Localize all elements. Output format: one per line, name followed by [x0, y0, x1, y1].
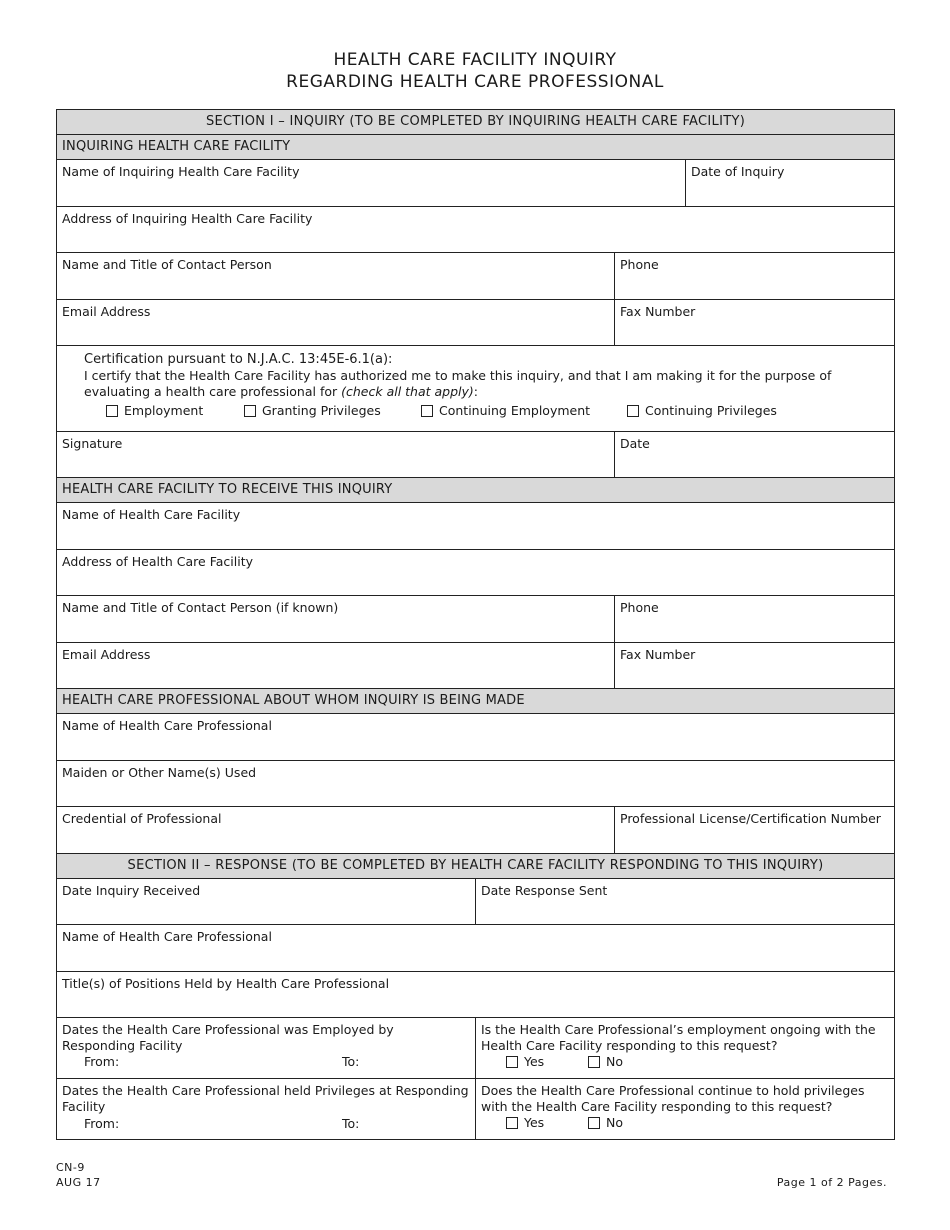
maiden-name-row — [57, 761, 894, 807]
receiving-email-field[interactable] — [57, 643, 614, 688]
field-label: Email Address — [62, 304, 151, 319]
professional-name-row — [57, 714, 894, 761]
checkbox-square[interactable] — [106, 405, 118, 417]
continuing-employment-checkbox[interactable] — [421, 403, 590, 419]
field-label: Does the Health Care Professional continue to hold privileges with the Health Care Facility responding to this request? — [481, 1083, 865, 1114]
field-label: Is the Health Care Professional’s employment ongoing with the Health Care Facility responding to this request? — [481, 1022, 876, 1053]
professional-header: HEALTH CARE PROFESSIONAL ABOUT WHOM INQUIRY IS BEING MADE — [57, 689, 894, 714]
checkbox-label: Continuing Employment — [439, 403, 591, 418]
response-professional-name-field[interactable] — [57, 925, 894, 971]
date-inquiry-received-field[interactable] — [57, 879, 475, 924]
checkbox-square[interactable] — [627, 405, 639, 417]
signature-row — [57, 432, 894, 478]
field-label: Name of Health Care Professional — [62, 929, 272, 944]
date-response-sent-field[interactable] — [475, 879, 894, 924]
privileges-no-checkbox[interactable] — [588, 1115, 623, 1131]
field-label: Fax Number — [620, 647, 696, 662]
field-label: Name of Inquiring Health Care Facility — [62, 164, 300, 179]
field-label: Phone — [620, 257, 659, 272]
checkbox-square[interactable] — [506, 1117, 518, 1129]
field-label: Signature — [62, 436, 123, 451]
employment-ongoing-field — [475, 1018, 894, 1078]
checkbox-label: Yes — [524, 1054, 545, 1069]
inquiry-form — [56, 109, 895, 1140]
field-label: Maiden or Other Name(s) Used — [62, 765, 257, 780]
granting-privileges-checkbox[interactable] — [244, 403, 381, 419]
field-label: Name and Title of Contact Person — [62, 257, 272, 272]
checkbox-label: No — [606, 1115, 623, 1130]
signature-field[interactable] — [57, 432, 614, 477]
receiving-fax-field[interactable] — [614, 643, 894, 688]
receiving-email-row — [57, 643, 894, 689]
certification-colon: : — [473, 384, 479, 399]
email-field[interactable] — [57, 300, 614, 345]
field-label: Name of Health Care Professional — [62, 718, 272, 733]
contact-person-row — [57, 253, 894, 300]
inquiring-facility-name-row — [57, 160, 894, 207]
checkbox-square[interactable] — [421, 405, 433, 417]
field-label: Name and Title of Contact Person (if known) — [62, 600, 339, 615]
field-label: Name of Health Care Facility — [62, 507, 241, 522]
employment-checkbox[interactable] — [106, 403, 203, 419]
inquiring-facility-name-field[interactable] — [57, 160, 685, 206]
employment-row — [57, 1018, 894, 1079]
field-label: Date — [620, 436, 650, 451]
email-row — [57, 300, 894, 346]
field-label: Dates the Health Care Professional was Employed by Responding Facility — [62, 1022, 394, 1053]
checkbox-label: Employment — [124, 403, 204, 418]
certification-block — [57, 346, 894, 432]
certification-body: I certify that the Health Care Facility has authorized me to make this inquiry, and that I am making it for the purpose of evaluating a health care professional for — [84, 368, 832, 399]
contact-person-field[interactable] — [57, 253, 614, 299]
receiving-contact-row — [57, 596, 894, 643]
certification-statement — [84, 368, 867, 400]
employment-no-checkbox[interactable] — [588, 1054, 623, 1070]
page-number: Page 1 of 2 Pages. — [776, 1176, 887, 1189]
employment-dates-field[interactable] — [57, 1018, 475, 1078]
license-number-field[interactable] — [614, 807, 894, 853]
signature-date-field[interactable] — [614, 432, 894, 477]
receiving-facility-address-row — [57, 550, 894, 596]
certification-checkboxes — [84, 403, 867, 423]
inquiring-facility-address-row — [57, 207, 894, 253]
privileges-yes-checkbox[interactable] — [506, 1115, 544, 1131]
response-professional-name-row — [57, 925, 894, 972]
from-label: From: — [84, 1116, 120, 1131]
field-label: Dates the Health Care Professional held Privileges at Responding Facility — [62, 1083, 469, 1114]
receiving-phone-field[interactable] — [614, 596, 894, 642]
check-all-note: (check all that apply) — [341, 384, 474, 399]
checkbox-label: Yes — [524, 1115, 545, 1130]
checkbox-label: Continuing Privileges — [645, 403, 777, 418]
receiving-facility-address-field[interactable] — [57, 550, 894, 595]
checkbox-square[interactable] — [588, 1117, 600, 1129]
form-title-line-2: REGARDING HEALTH CARE PROFESSIONAL — [286, 72, 664, 92]
positions-held-field[interactable] — [57, 972, 894, 1017]
date-of-inquiry-field[interactable] — [685, 160, 894, 206]
form-revision: AUG 17 — [56, 1176, 101, 1189]
credential-row — [57, 807, 894, 854]
employment-yes-checkbox[interactable] — [506, 1054, 544, 1070]
receiving-facility-header: HEALTH CARE FACILITY TO RECEIVE THIS INQUIRY — [57, 478, 894, 503]
field-label: Date Inquiry Received — [62, 883, 201, 898]
form-code: CN-9 — [56, 1161, 85, 1174]
receiving-contact-field[interactable] — [57, 596, 614, 642]
fax-field[interactable] — [614, 300, 894, 345]
privileges-row — [57, 1079, 894, 1139]
section-2-header: SECTION II – RESPONSE (TO BE COMPLETED BY HEALTH CARE FACILITY RESPONDING TO THIS INQUIRY) — [57, 854, 894, 879]
to-label: To: — [342, 1054, 360, 1069]
field-label: Date of Inquiry — [691, 164, 785, 179]
continuing-privileges-checkbox[interactable] — [627, 403, 777, 419]
checkbox-label: No — [606, 1054, 623, 1069]
receiving-facility-name-field[interactable] — [57, 503, 894, 549]
professional-name-field[interactable] — [57, 714, 894, 760]
checkbox-square[interactable] — [506, 1056, 518, 1068]
maiden-name-field[interactable] — [57, 761, 894, 806]
from-label: From: — [84, 1054, 120, 1069]
field-label: Professional License/Certification Number — [620, 811, 881, 826]
to-label: To: — [342, 1116, 360, 1131]
response-dates-row — [57, 879, 894, 925]
form-title-line-1: HEALTH CARE FACILITY INQUIRY — [333, 50, 617, 70]
section-1-header: SECTION I – INQUIRY (TO BE COMPLETED BY INQUIRING HEALTH CARE FACILITY) — [57, 110, 894, 135]
checkbox-square[interactable] — [244, 405, 256, 417]
privileges-dates-field[interactable] — [57, 1079, 475, 1139]
field-label: Date Response Sent — [481, 883, 608, 898]
field-label: Address of Inquiring Health Care Facility — [62, 211, 313, 226]
inquiring-facility-header: INQUIRING HEALTH CARE FACILITY — [57, 135, 894, 160]
positions-held-row — [57, 972, 894, 1018]
field-label: Credential of Professional — [62, 811, 222, 826]
field-label: Address of Health Care Facility — [62, 554, 254, 569]
field-label: Fax Number — [620, 304, 696, 319]
field-label: Phone — [620, 600, 659, 615]
checkbox-square[interactable] — [588, 1056, 600, 1068]
checkbox-label: Granting Privileges — [262, 403, 381, 418]
credential-field[interactable] — [57, 807, 614, 853]
field-label: Email Address — [62, 647, 151, 662]
inquiring-facility-address-field[interactable] — [57, 207, 894, 252]
privileges-ongoing-field — [475, 1079, 894, 1139]
certification-heading: Certification pursuant to N.J.A.C. 13:45E-6.1(a): — [84, 352, 393, 367]
receiving-facility-name-row — [57, 503, 894, 550]
phone-field[interactable] — [614, 253, 894, 299]
field-label: Title(s) of Positions Held by Health Care Professional — [62, 976, 390, 991]
